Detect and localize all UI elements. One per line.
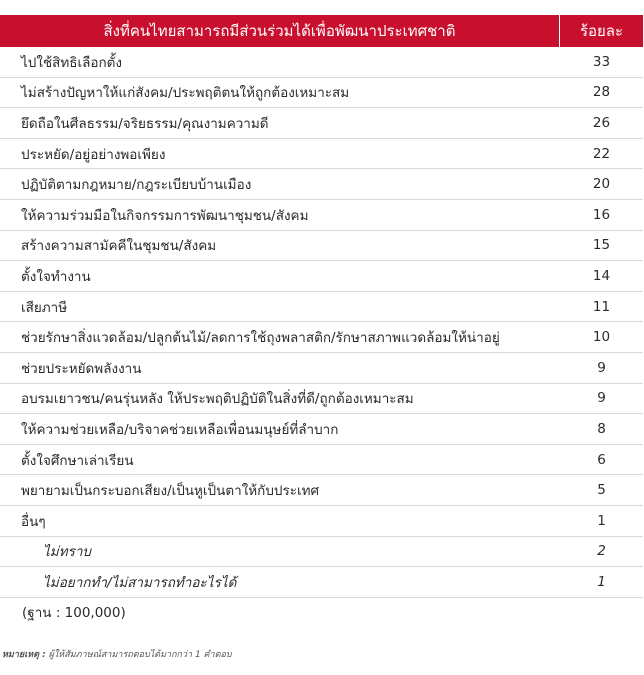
row-value: 33 (592, 53, 611, 70)
row-value: 5 (597, 482, 606, 499)
table-row (0, 445, 643, 476)
row-label: สร้างความสามัคคีในชุมชน/สังคม (21, 238, 217, 255)
row-label: ไม่สร้างปัญหาให้แก่สังคม/ประพฤติตนให้ถูกต้องเหมาะสม (21, 85, 350, 102)
row-label: ช่วยประหยัดพลังงาน (21, 360, 142, 377)
table-row-sub (0, 537, 643, 568)
row-value: 1 (597, 512, 606, 529)
row-label: ไม่อยากทำ/ไม่สามารถทำอะไรได้ (43, 574, 237, 591)
table-row (0, 47, 643, 78)
header-value-label: ร้อยละ (579, 22, 624, 40)
row-value: 22 (592, 145, 611, 162)
table-header (0, 15, 643, 47)
table-row (0, 475, 643, 506)
table-row (0, 414, 643, 445)
table-row (0, 200, 643, 231)
footnote-text: ผู้ให้สัมภาษณ์สามารถตอบได้มากกว่า 1 คำตอบ (45, 650, 232, 660)
row-value: 8 (597, 420, 606, 437)
table-row (0, 322, 643, 353)
row-label: พยายามเป็นกระบอกเสียง/เป็นหูเป็นตาให้กับประเทศ (21, 483, 320, 500)
row-label: ตั้งใจศึกษาเล่าเรียน (21, 452, 134, 469)
footnote-prefix: หมายเหตุ : (2, 650, 46, 660)
row-label: ปฏิบัติตามกฎหมาย/กฎระเบียบบ้านเมือง (21, 177, 252, 194)
header-title: สิ่งที่คนไทยสามารถมีส่วนร่วมได้เพื่อพัฒนาประเทศชาติ (0, 15, 560, 47)
row-label: เสียภาษี (21, 299, 68, 316)
row-value: 26 (592, 114, 611, 131)
row-label: ให้ความร่วมมือในกิจกรรมการพัฒนาชุมชน/สังคม (21, 207, 309, 224)
row-label: ช่วยรักษาสิ่งแวดล้อม/ปลูกต้นไม้/ลดการใช้ถุงพลาสติก/รักษาสภาพแวดล้อมให้น่าอยู่ (21, 330, 500, 347)
row-label: ไปใช้สิทธิเลือกตั้ง (21, 54, 123, 71)
row-value: 2 (597, 543, 606, 560)
row-label: อื่นๆ (21, 513, 46, 530)
sample-base: (ฐาน : 100,000) (22, 605, 126, 621)
row-value: 6 (597, 451, 606, 468)
table-row (0, 139, 643, 170)
table-row (0, 292, 643, 323)
table-row (0, 261, 643, 292)
row-value: 1 (597, 573, 606, 590)
row-label: ยึดถือในศีลธรรม/จริยธรรม/คุณงามความดี (21, 115, 269, 132)
table-row (0, 231, 643, 262)
row-value: 11 (592, 298, 611, 315)
table-row (0, 78, 643, 109)
row-value: 16 (592, 206, 611, 223)
row-value: 14 (592, 267, 611, 284)
row-value: 20 (592, 176, 611, 193)
table-row (0, 108, 643, 139)
row-value: 28 (592, 84, 611, 101)
row-value: 10 (592, 329, 611, 346)
row-label: ให้ความช่วยเหลือ/บริจาคช่วยเหลือเพื่อนมนุษย์ที่ลำบาก (21, 421, 339, 438)
row-value: 15 (592, 237, 611, 254)
row-label: ตั้งใจทำงาน (21, 268, 91, 285)
table-row (0, 353, 643, 384)
row-label: ไม่ทราบ (43, 544, 91, 561)
table-row (0, 169, 643, 200)
footnote (2, 647, 232, 661)
row-label: อบรมเยาวชน/คนรุ่นหลัง ให้ประพฤติปฏิบัติในสิ่งที่ดี/ถูกต้องเหมาะสม (21, 391, 414, 408)
table-row (0, 384, 643, 415)
row-value: 9 (597, 390, 606, 407)
table-row-sub (0, 567, 643, 598)
row-value: 9 (597, 359, 606, 376)
table-row (0, 506, 643, 537)
survey-table (0, 15, 643, 598)
row-label: ประหยัด/อยู่อย่างพอเพียง (21, 146, 166, 163)
